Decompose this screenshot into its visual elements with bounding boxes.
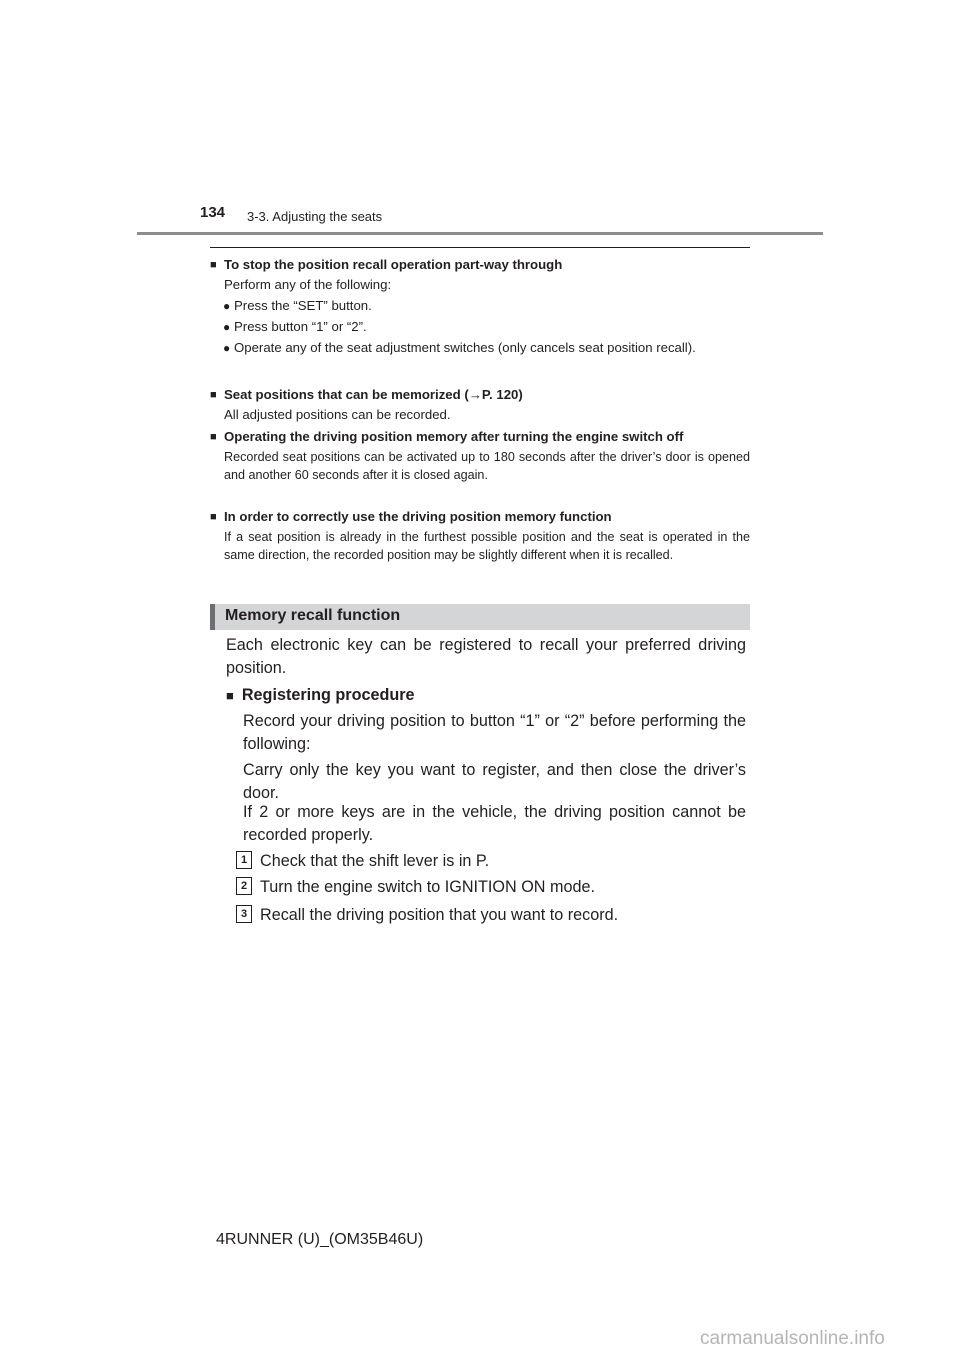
square-bullet-icon: ■ xyxy=(210,389,217,401)
list-item: ● Operate any of the seat adjustment switches (only cancels seat position recall). xyxy=(223,340,696,355)
bullet-dot-icon: ● xyxy=(223,341,231,355)
note-text: If a seat position is already in the furthest possible position and the seat is operated in the same direction, the recorded position may be slightly different when it is recalled. xyxy=(224,530,750,562)
watermark: carmanualsonline.info xyxy=(700,1328,885,1349)
note-text: Recorded seat positions can be activated up to 180 seconds after the driver’s door is opened and another 60 seconds after it is closed again. xyxy=(224,450,750,482)
section-intro: Each electronic key can be registered to recall your preferred driving position. xyxy=(226,636,746,677)
procedure-paragraph: Carry only the key you want to register, and then close the driver’s door. xyxy=(243,761,746,802)
note-seat-positions xyxy=(210,386,750,424)
page-number: 134 xyxy=(200,204,226,221)
section-heading-box xyxy=(210,604,750,630)
square-bullet-icon: ■ xyxy=(210,431,217,443)
list-item: ● Press the “SET” button. xyxy=(223,298,372,313)
step-text: Recall the driving position that you want to record. xyxy=(260,906,619,924)
bullet-dot-icon: ● xyxy=(223,320,231,334)
square-bullet-icon: ■ xyxy=(210,259,217,271)
procedure-heading: ■ Registering procedure xyxy=(226,686,415,704)
header-divider xyxy=(137,232,823,235)
note-engine-off xyxy=(210,428,750,484)
step-number-badge: 2 xyxy=(236,877,252,895)
bullet-dot-icon: ● xyxy=(223,299,231,313)
step-text: Check that the shift lever is in P. xyxy=(260,852,490,870)
section-title: 3-3. Adjusting the seats xyxy=(247,209,383,224)
step-number-badge: 1 xyxy=(236,851,252,869)
square-bullet-icon: ■ xyxy=(226,688,234,703)
square-bullet-icon: ■ xyxy=(210,511,217,523)
note-text: Perform any of the following: xyxy=(224,277,392,292)
section-heading: Memory recall function xyxy=(225,607,401,624)
content-divider xyxy=(210,247,750,248)
note-heading: Operating the driving position memory after turning the engine switch off xyxy=(224,429,684,444)
step-number-badge: 3 xyxy=(236,905,252,923)
note-heading: To stop the position recall operation part-way through xyxy=(224,257,563,272)
note-heading: Seat positions that can be memorized (→P. 120) xyxy=(224,387,523,402)
step-text: Turn the engine switch to IGNITION ON mode. xyxy=(260,878,595,896)
note-correct-use xyxy=(210,508,750,564)
page-footer: 4RUNNER (U)_(OM35B46U) xyxy=(216,1231,424,1248)
note-stop-recall xyxy=(210,256,750,357)
note-heading: In order to correctly use the driving position memory function xyxy=(224,509,612,524)
procedure-paragraph: If 2 or more keys are in the vehicle, the driving position cannot be recorded properly. xyxy=(243,803,746,844)
note-text: All adjusted positions can be recorded. xyxy=(224,407,451,422)
list-item: ● Press button “1” or “2”. xyxy=(223,319,367,334)
procedure-paragraph: Record your driving position to button “1” or “2” before performing the following: xyxy=(243,712,746,753)
